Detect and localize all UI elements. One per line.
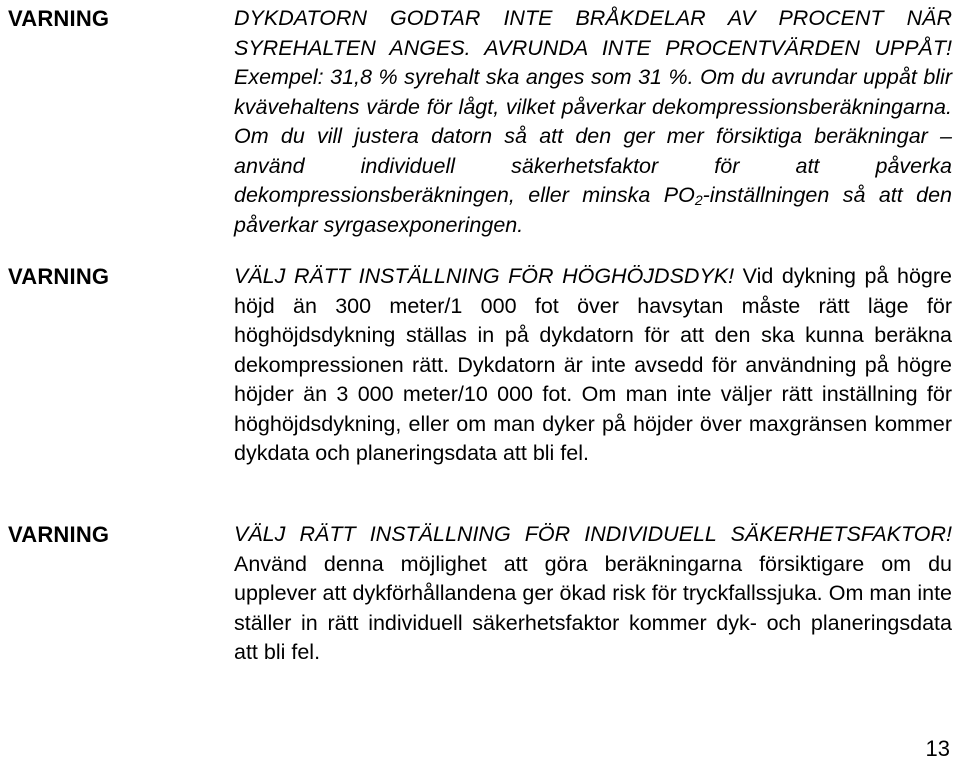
warning-text: [234, 4, 952, 240]
warning-text: [234, 262, 952, 469]
warning-body: Vid dykning på högre höjd än 300 meter/1 000 fot över havsytan måste rätt läge för höghöjdsdykning ställas in på dykdatorn för att den ska kunna beräkna dekompressionen rätt. Dykdatorn är inte avsedd för användning på högre höjder än 3 000 meter/10 000 fot. Om man inte väljer rätt inställning för höghöjdsdykning, eller om man dyker på höjder över maxgränsen kommer dykdata och planeringsdata att bli fel.: [234, 264, 953, 465]
warning-heading: VÄLJ RÄTT INSTÄLLNING FÖR HÖGHÖJDSDYK!: [234, 264, 735, 288]
warning-text-main: DYKDATORN GODTAR INTE BRÅKDELAR AV PROCENT NÄR SYREHALTEN ANGES. AVRUNDA INTE PROCENTVÄRDEN UPPÅT! Exempel: 31,8 % syrehalt ska anges som 31 %. Om du avrundar uppåt blir kvävehaltens värde för lågt, vilket påverkar dekompressionsberäkningarna. Om du vill justera datorn så att den ger mer försiktiga beräkningar – använd individuell säkerhetsfaktor för att påverka dekompressionsberäkningen, eller minska PO: [234, 6, 952, 207]
warning-text-tail: -inställningen så att den påverkar syrgasexponeringen.: [234, 183, 952, 237]
warning-heading: VÄLJ RÄTT INSTÄLLNING FÖR INDIVIDUELL SÄKERHETSFAKTOR!: [234, 522, 952, 546]
page-number: 13: [925, 736, 950, 761]
warning-text: [234, 520, 952, 668]
warning-label: VARNING: [8, 6, 110, 31]
warning-body: Använd denna möjlighet att göra beräkningarna försiktigare om du upplever att dykförhållandena ger ökad risk för tryckfallssjuka. Om man inte ställer in rätt individuell säkerhetsfaktor kommer dyk- och planeringsdata att bli fel.: [234, 551, 952, 664]
warning-label: VARNING: [8, 264, 110, 289]
subscript-2: 2: [694, 192, 703, 208]
warning-label: VARNING: [8, 522, 110, 547]
